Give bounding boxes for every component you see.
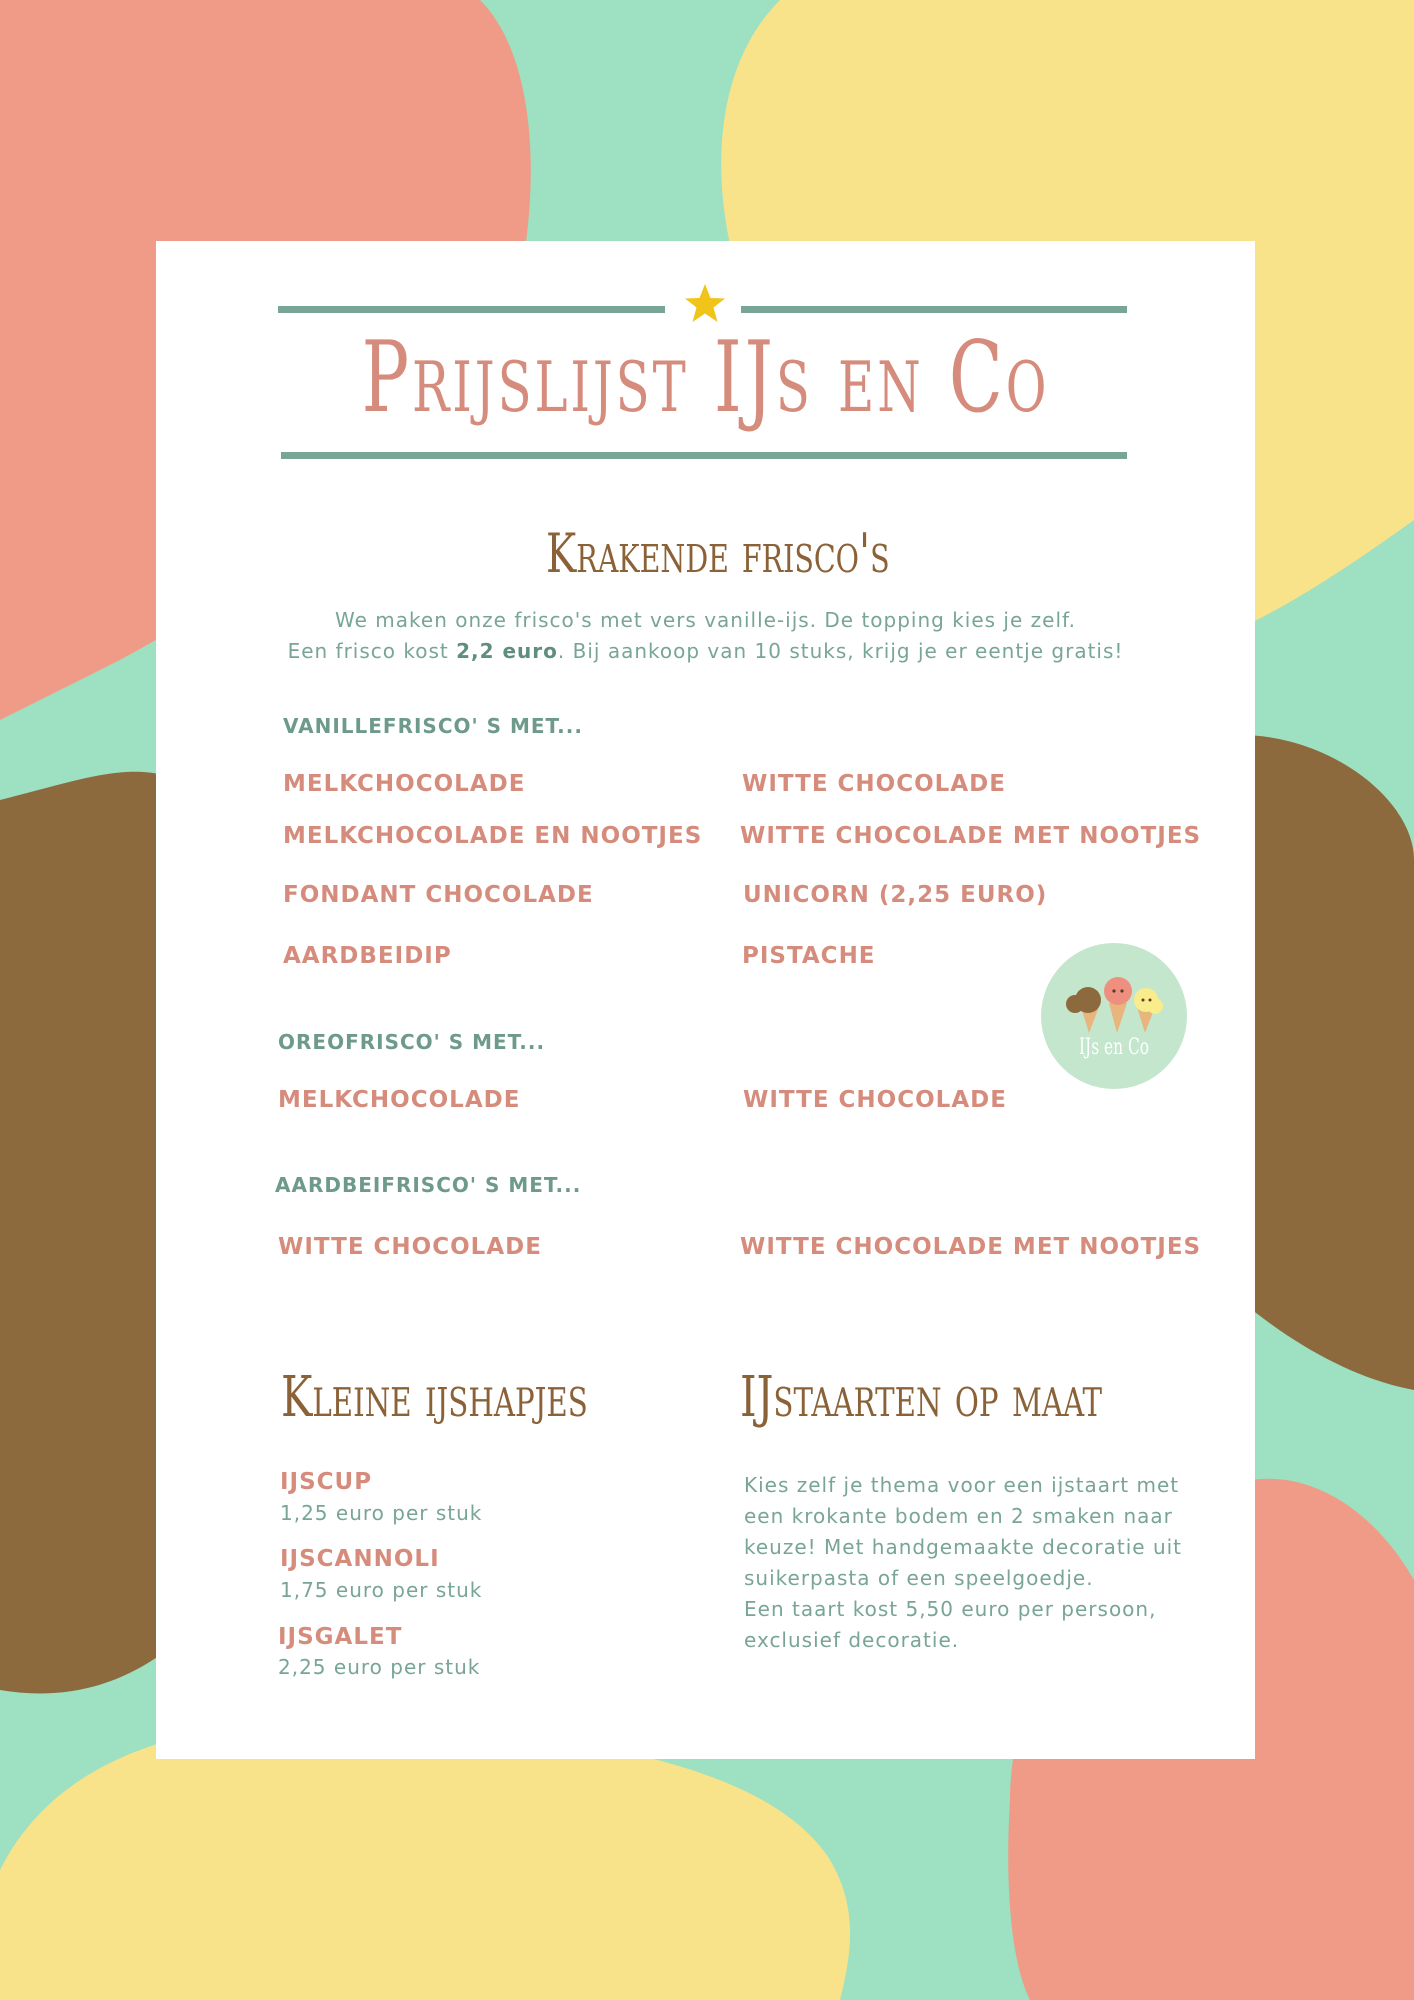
ice-cakes-price: Een taart kost 5,50 euro per persoon, exclusief decoratie. bbox=[744, 1597, 1157, 1652]
ice-cakes-heading: IJstaarten op maat bbox=[740, 1365, 1103, 1430]
bottom-rule bbox=[281, 452, 1127, 459]
menu-item: MELKCHOCOLADE EN NOOTJES bbox=[283, 823, 703, 849]
menu-item: UNICORN (2,25 EURO) bbox=[743, 882, 1048, 908]
page-title: Prijslijst IJs en Co bbox=[361, 321, 1050, 435]
ice-cream-logo bbox=[1041, 943, 1187, 1089]
frisco-intro-line2: Een frisco kost 2,2 euro. Bij aankoop van 10 stuks, krijg je er eentje gratis! bbox=[287, 639, 1124, 663]
small-item-price: 2,25 euro per stuk bbox=[278, 1655, 481, 1679]
small-item-name: IJSCANNOLI bbox=[280, 1546, 440, 1572]
top-rule-right bbox=[741, 306, 1127, 313]
logo-text: IJs en Co bbox=[1078, 1035, 1150, 1060]
menu-item: FONDANT CHOCOLADE bbox=[283, 882, 594, 908]
frisco-price: 2,2 euro bbox=[456, 639, 558, 663]
small-item-name: IJSCUP bbox=[280, 1469, 373, 1495]
menu-item: WITTE CHOCOLADE bbox=[278, 1234, 542, 1260]
menu-item: WITTE CHOCOLADE bbox=[742, 771, 1006, 797]
group-label-oreo: OREOFRISCO' S MET... bbox=[278, 1030, 546, 1054]
frisco-heading: Krakende frisco's bbox=[546, 522, 890, 585]
group-label-vanille: VANILLEFRISCO' S MET... bbox=[283, 714, 583, 738]
top-rule-left bbox=[278, 306, 665, 313]
small-item-name: IJSGALET bbox=[278, 1624, 403, 1650]
menu-item: MELKCHOCOLADE bbox=[278, 1087, 521, 1113]
small-treats-heading: Kleine ijshapjes bbox=[281, 1365, 588, 1430]
menu-item: WITTE CHOCOLADE MET NOOTJES bbox=[740, 1234, 1202, 1260]
group-label-aardbei: AARDBEIFRISCO' S MET... bbox=[275, 1173, 582, 1197]
ice-cakes-description: Kies zelf je thema voor een ijstaart met een krokante bodem en 2 smaken naar keuze! Met handgemaakte decoratie uit suikerpasta of een speelgoedje. bbox=[744, 1473, 1183, 1590]
small-item-price: 1,25 euro per stuk bbox=[280, 1501, 483, 1525]
menu-item: WITTE CHOCOLADE MET NOOTJES bbox=[740, 823, 1202, 849]
price-card bbox=[156, 241, 1255, 1759]
menu-item: PISTACHE bbox=[742, 943, 876, 969]
small-item-price: 1,75 euro per stuk bbox=[280, 1578, 483, 1602]
blob-brown-right bbox=[1240, 735, 1414, 1390]
frisco-intro-line1: We maken onze frisco's met vers vanille-ijs. De topping kies je zelf. bbox=[335, 608, 1076, 632]
star-icon bbox=[683, 283, 727, 325]
ice-cream-cones-icon bbox=[1055, 967, 1175, 1037]
blob-yellow-bottom-left bbox=[0, 1720, 850, 2000]
menu-item: AARDBEIDIP bbox=[283, 943, 452, 969]
frisco-intro bbox=[156, 605, 1255, 667]
menu-item: WITTE CHOCOLADE bbox=[743, 1087, 1007, 1113]
blob-brown-left bbox=[0, 772, 180, 1694]
menu-item: MELKCHOCOLADE bbox=[283, 771, 526, 797]
